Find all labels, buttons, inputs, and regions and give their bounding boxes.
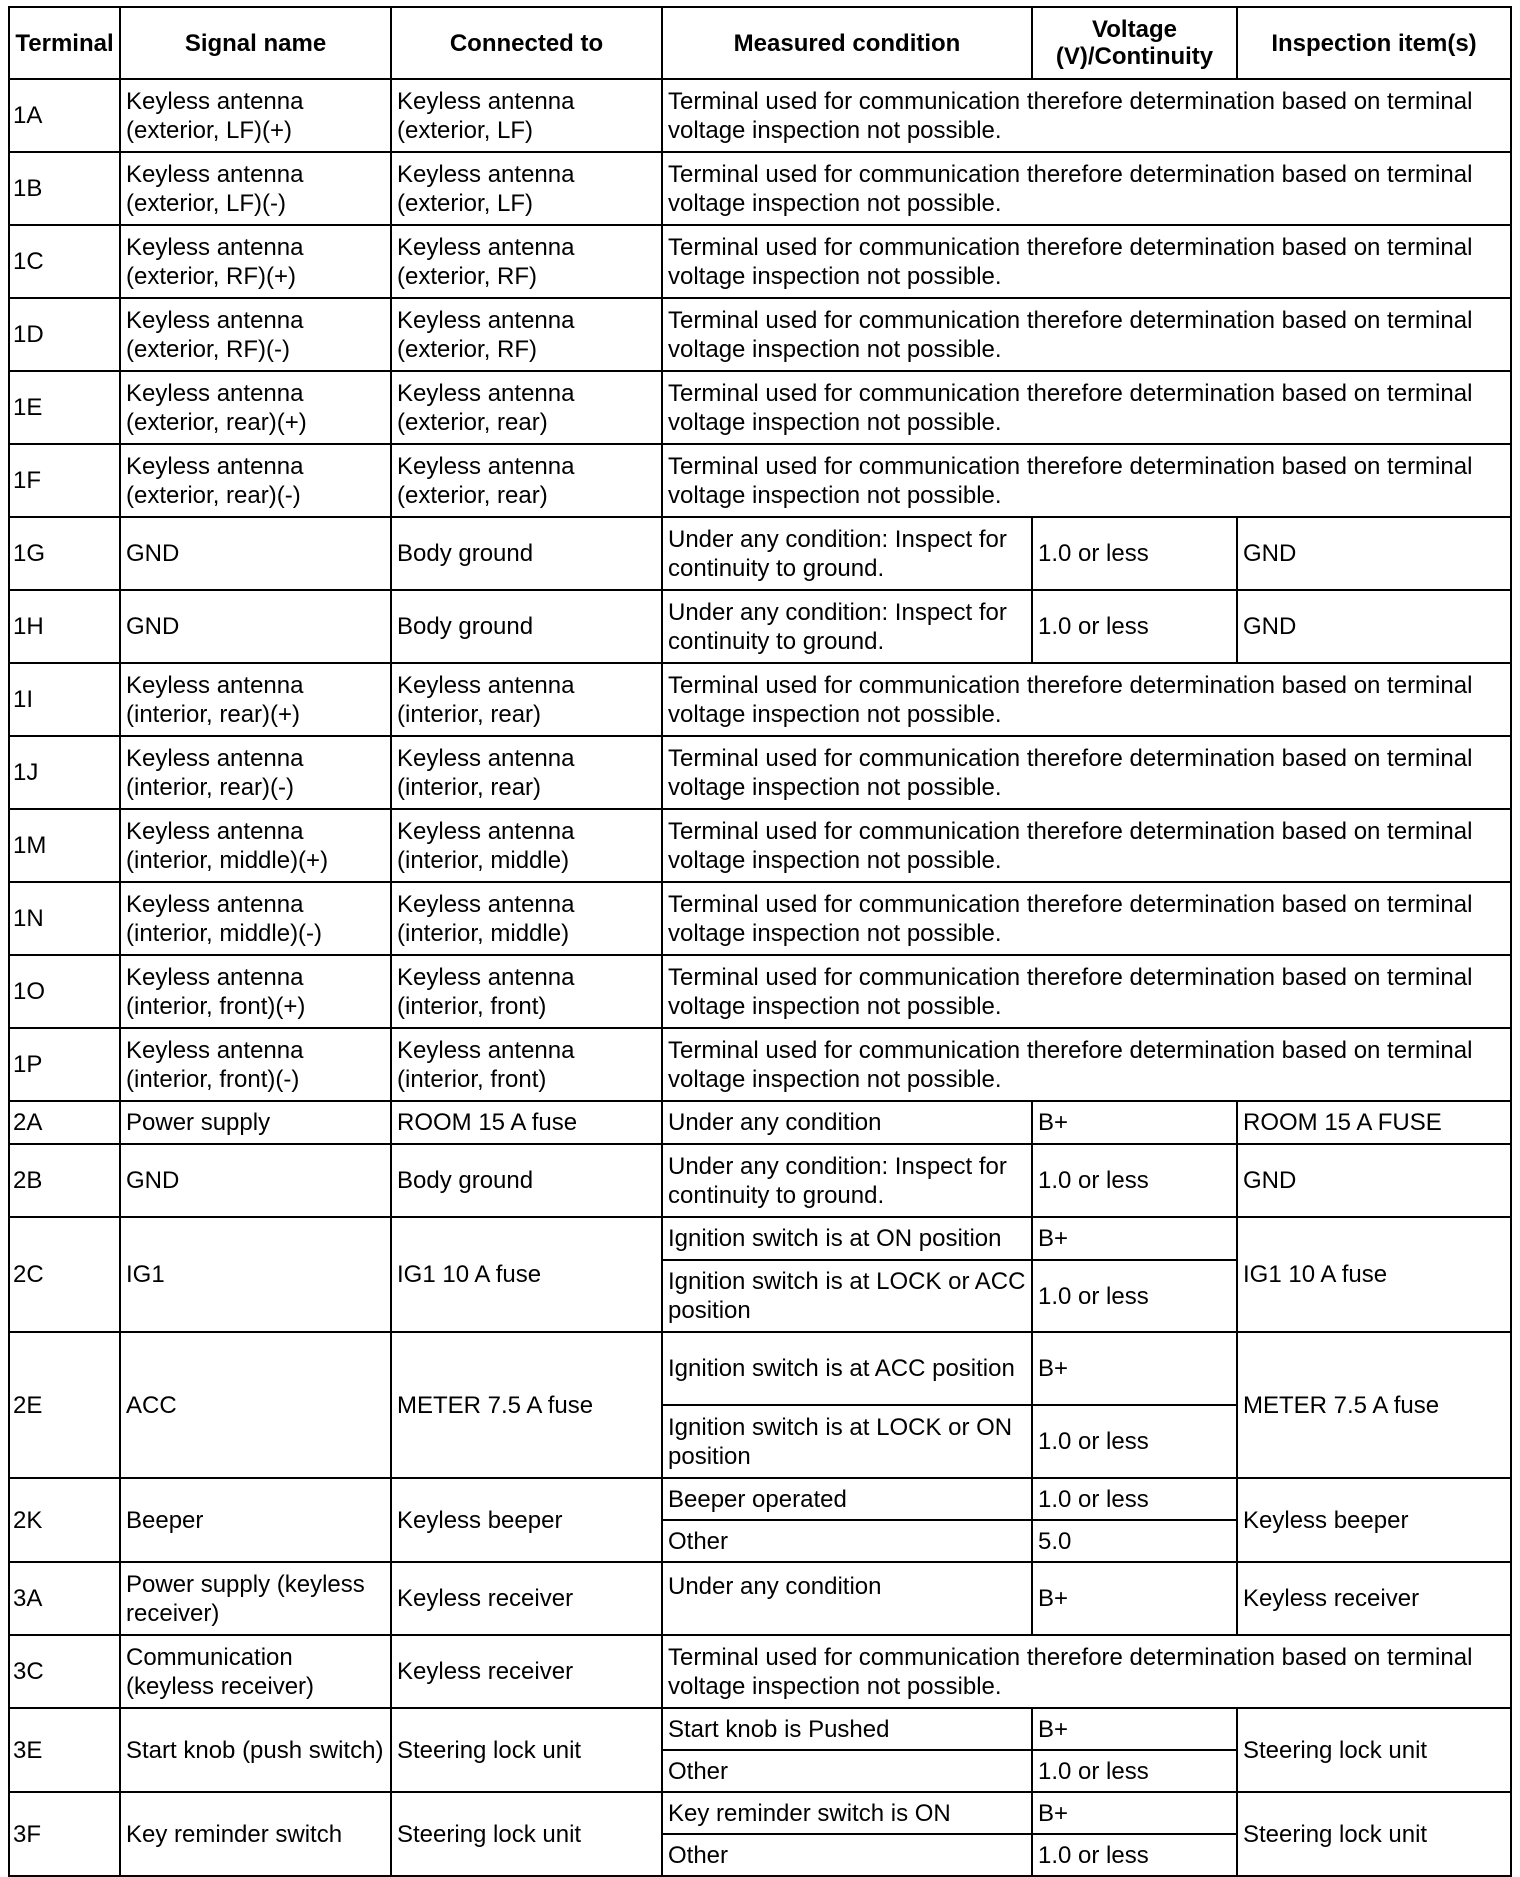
signal-name-cell: Communication (keyless receiver) (120, 1635, 391, 1708)
terminal-cell: 1C (9, 225, 120, 298)
communication-note-cell: Terminal used for communication therefore determination based on terminal voltage inspection not possible. (662, 1028, 1511, 1101)
header-row (9, 7, 1511, 79)
communication-note-cell: Terminal used for communication therefore determination based on terminal voltage inspection not possible. (662, 371, 1511, 444)
connected-to-cell: Steering lock unit (391, 1792, 662, 1876)
connected-to-cell: Keyless antenna (interior, middle) (391, 882, 662, 955)
voltage-cell: 1.0 or less (1032, 1834, 1237, 1876)
communication-note-cell: Terminal used for communication therefore determination based on terminal voltage inspection not possible. (662, 444, 1511, 517)
connected-to-cell: Keyless antenna (exterior, LF) (391, 152, 662, 225)
communication-note-cell: Terminal used for communication therefore determination based on terminal voltage inspection not possible. (662, 225, 1511, 298)
terminal-cell: 1G (9, 517, 120, 590)
voltage-cell: B+ (1032, 1562, 1237, 1635)
connected-to-cell: Keyless beeper (391, 1478, 662, 1562)
signal-name-cell: ACC (120, 1332, 391, 1478)
voltage-cell: B+ (1032, 1708, 1237, 1750)
connected-to-cell: Keyless antenna (interior, rear) (391, 736, 662, 809)
measured-condition-cell: Other (662, 1750, 1032, 1792)
terminal-cell: 2C (9, 1217, 120, 1332)
measured-condition-cell: Under any condition: Inspect for continuity to ground. (662, 1144, 1032, 1217)
table-row (9, 1635, 1511, 1708)
signal-name-cell: Keyless antenna (interior, front)(+) (120, 955, 391, 1028)
measured-condition-cell: Under any condition (662, 1101, 1032, 1144)
voltage-cell: 1.0 or less (1032, 1260, 1237, 1332)
voltage-cell: B+ (1032, 1217, 1237, 1260)
communication-note-cell: Terminal used for communication therefore determination based on terminal voltage inspection not possible. (662, 1635, 1511, 1708)
signal-name-cell: Keyless antenna (interior, rear)(+) (120, 663, 391, 736)
table-row (9, 1028, 1511, 1101)
voltage-cell: B+ (1032, 1101, 1237, 1144)
table-row (9, 1332, 1511, 1405)
terminal-cell: 2B (9, 1144, 120, 1217)
signal-name-cell: GND (120, 1144, 391, 1217)
connected-to-cell: Keyless antenna (exterior, LF) (391, 79, 662, 152)
table-row (9, 1217, 1511, 1260)
voltage-cell: 1.0 or less (1032, 1750, 1237, 1792)
inspection-cell: Steering lock unit (1237, 1792, 1511, 1876)
terminal-cell: 2A (9, 1101, 120, 1144)
communication-note-cell: Terminal used for communication therefore determination based on terminal voltage inspection not possible. (662, 298, 1511, 371)
table-row (9, 1792, 1511, 1834)
table-row (9, 663, 1511, 736)
terminal-cell: 1J (9, 736, 120, 809)
connected-to-cell: Keyless receiver (391, 1562, 662, 1635)
table-row (9, 882, 1511, 955)
terminal-cell: 2E (9, 1332, 120, 1478)
measured-condition-cell: Other (662, 1520, 1032, 1562)
measured-condition-cell: Under any condition: Inspect for continuity to ground. (662, 590, 1032, 663)
connected-to-cell: IG1 10 A fuse (391, 1217, 662, 1332)
terminal-cell: 1F (9, 444, 120, 517)
signal-name-cell: Keyless antenna (exterior, rear)(+) (120, 371, 391, 444)
terminal-cell: 1A (9, 79, 120, 152)
table-row (9, 1101, 1511, 1144)
table-row (9, 444, 1511, 517)
table-row (9, 1144, 1511, 1217)
communication-note-cell: Terminal used for communication therefore determination based on terminal voltage inspection not possible. (662, 955, 1511, 1028)
signal-name-cell: Keyless antenna (interior, middle)(+) (120, 809, 391, 882)
measured-condition-cell: Key reminder switch is ON (662, 1792, 1032, 1834)
communication-note-cell: Terminal used for communication therefore determination based on terminal voltage inspection not possible. (662, 663, 1511, 736)
voltage-cell: 1.0 or less (1032, 1144, 1237, 1217)
table-row (9, 517, 1511, 590)
terminal-cell: 3E (9, 1708, 120, 1792)
table-row (9, 1562, 1511, 1635)
inspection-cell: GND (1237, 517, 1511, 590)
connected-to-cell: ROOM 15 A fuse (391, 1101, 662, 1144)
communication-note-cell: Terminal used for communication therefore determination based on terminal voltage inspection not possible. (662, 809, 1511, 882)
table-row (9, 809, 1511, 882)
measured-condition-cell: Under any condition: Inspect for continuity to ground. (662, 517, 1032, 590)
signal-name-cell: IG1 (120, 1217, 391, 1332)
signal-name-cell: Keyless antenna (exterior, rear)(-) (120, 444, 391, 517)
connected-to-cell: Keyless receiver (391, 1635, 662, 1708)
communication-note-cell: Terminal used for communication therefore determination based on terminal voltage inspection not possible. (662, 882, 1511, 955)
connected-to-cell: Body ground (391, 590, 662, 663)
table-row (9, 371, 1511, 444)
measured-condition-cell: Ignition switch is at ACC position (662, 1332, 1032, 1405)
connected-to-cell: Keyless antenna (interior, rear) (391, 663, 662, 736)
inspection-cell: Steering lock unit (1237, 1708, 1511, 1792)
header-measured-condition: Measured condition (662, 7, 1032, 79)
voltage-cell: 1.0 or less (1032, 590, 1237, 663)
terminal-cell: 1D (9, 298, 120, 371)
terminal-cell: 1B (9, 152, 120, 225)
measured-condition-cell: Ignition switch is at ON position (662, 1217, 1032, 1260)
measured-condition-cell: Start knob is Pushed (662, 1708, 1032, 1750)
voltage-cell: B+ (1032, 1332, 1237, 1405)
connected-to-cell: Body ground (391, 517, 662, 590)
terminal-cell: 2K (9, 1478, 120, 1562)
communication-note-cell: Terminal used for communication therefore determination based on terminal voltage inspection not possible. (662, 736, 1511, 809)
terminal-cell: 1E (9, 371, 120, 444)
inspection-cell: ROOM 15 A FUSE (1237, 1101, 1511, 1144)
terminal-cell: 3A (9, 1562, 120, 1635)
voltage-cell: 1.0 or less (1032, 1478, 1237, 1520)
signal-name-cell: Keyless antenna (exterior, LF)(-) (120, 152, 391, 225)
voltage-cell: 5.0 (1032, 1520, 1237, 1562)
inspection-cell: GND (1237, 1144, 1511, 1217)
terminal-cell: 1O (9, 955, 120, 1028)
terminal-cell: 1N (9, 882, 120, 955)
terminal-cell: 3F (9, 1792, 120, 1876)
terminal-table-container (8, 6, 1512, 1877)
terminal-cell: 3C (9, 1635, 120, 1708)
connected-to-cell: Keyless antenna (interior, front) (391, 1028, 662, 1101)
connected-to-cell: Keyless antenna (exterior, RF) (391, 225, 662, 298)
connected-to-cell: METER 7.5 A fuse (391, 1332, 662, 1478)
table-row (9, 590, 1511, 663)
connected-to-cell: Keyless antenna (interior, middle) (391, 809, 662, 882)
terminal-voltage-table (8, 6, 1512, 1877)
signal-name-cell: Power supply (120, 1101, 391, 1144)
table-row (9, 298, 1511, 371)
measured-condition-cell: Other (662, 1834, 1032, 1876)
connected-to-cell: Keyless antenna (interior, front) (391, 955, 662, 1028)
inspection-cell: Keyless beeper (1237, 1478, 1511, 1562)
header-voltage-continuity: Voltage (V)/Continuity (1032, 7, 1237, 79)
signal-name-cell: Power supply (keyless receiver) (120, 1562, 391, 1635)
terminal-cell: 1P (9, 1028, 120, 1101)
signal-name-cell: Keyless antenna (interior, middle)(-) (120, 882, 391, 955)
signal-name-cell: GND (120, 517, 391, 590)
connected-to-cell: Steering lock unit (391, 1708, 662, 1792)
inspection-cell: Keyless receiver (1237, 1562, 1511, 1635)
table-row (9, 1708, 1511, 1750)
signal-name-cell: GND (120, 590, 391, 663)
measured-condition-cell: Ignition switch is at LOCK or ACC position (662, 1260, 1032, 1332)
table-row (9, 736, 1511, 809)
terminal-cell: 1H (9, 590, 120, 663)
measured-condition-cell: Under any condition (662, 1562, 1032, 1635)
header-signal-name: Signal name (120, 7, 391, 79)
communication-note-cell: Terminal used for communication therefore determination based on terminal voltage inspection not possible. (662, 79, 1511, 152)
signal-name-cell: Start knob (push switch) (120, 1708, 391, 1792)
connected-to-cell: Keyless antenna (exterior, rear) (391, 371, 662, 444)
inspection-cell: IG1 10 A fuse (1237, 1217, 1511, 1332)
header-connected-to: Connected to (391, 7, 662, 79)
signal-name-cell: Key reminder switch (120, 1792, 391, 1876)
connected-to-cell: Body ground (391, 1144, 662, 1217)
voltage-cell: 1.0 or less (1032, 1405, 1237, 1478)
header-inspection-items: Inspection item(s) (1237, 7, 1511, 79)
terminal-cell: 1M (9, 809, 120, 882)
connected-to-cell: Keyless antenna (exterior, RF) (391, 298, 662, 371)
measured-condition-cell: Beeper operated (662, 1478, 1032, 1520)
connected-to-cell: Keyless antenna (exterior, rear) (391, 444, 662, 517)
signal-name-cell: Keyless antenna (interior, rear)(-) (120, 736, 391, 809)
table-row (9, 955, 1511, 1028)
table-row (9, 79, 1511, 152)
signal-name-cell: Keyless antenna (interior, front)(-) (120, 1028, 391, 1101)
table-row (9, 1478, 1511, 1520)
signal-name-cell: Keyless antenna (exterior, RF)(-) (120, 298, 391, 371)
table-row (9, 152, 1511, 225)
signal-name-cell: Keyless antenna (exterior, LF)(+) (120, 79, 391, 152)
voltage-cell: B+ (1032, 1792, 1237, 1834)
inspection-cell: METER 7.5 A fuse (1237, 1332, 1511, 1478)
measured-condition-cell: Ignition switch is at LOCK or ON position (662, 1405, 1032, 1478)
terminal-cell: 1I (9, 663, 120, 736)
inspection-cell: GND (1237, 590, 1511, 663)
communication-note-cell: Terminal used for communication therefore determination based on terminal voltage inspection not possible. (662, 152, 1511, 225)
table-row (9, 225, 1511, 298)
signal-name-cell: Keyless antenna (exterior, RF)(+) (120, 225, 391, 298)
voltage-cell: 1.0 or less (1032, 517, 1237, 590)
signal-name-cell: Beeper (120, 1478, 391, 1562)
header-terminal: Terminal (9, 7, 120, 79)
